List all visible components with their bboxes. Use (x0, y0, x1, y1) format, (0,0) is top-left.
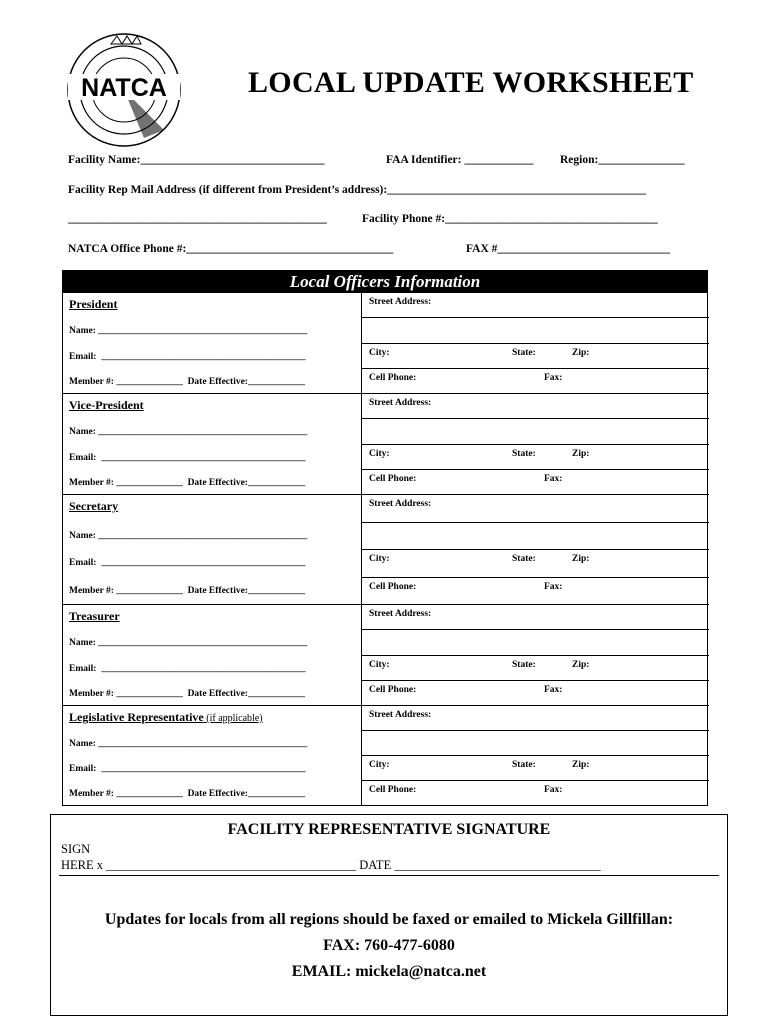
facility-name-field[interactable]: Facility Name:________________________________ (68, 154, 325, 166)
address-continuation-field[interactable]: _____________________________________________ (68, 213, 327, 225)
role-title: Legislative Representative (if applicable) (69, 710, 263, 724)
facility-phone-field[interactable]: Facility Phone #:_____________________________________ (362, 213, 658, 225)
officer-member-date-field[interactable]: Member #: ______________ Date Effective:____________ (69, 789, 305, 799)
cell-fax-row[interactable] (362, 681, 709, 706)
city-state-zip-row[interactable] (362, 550, 709, 578)
contact-email[interactable]: EMAIL: mickela@natca.net (291, 963, 487, 980)
city-state-zip-row[interactable] (362, 445, 709, 470)
street-address-row[interactable] (362, 605, 709, 630)
state-label: State: (512, 760, 536, 770)
city-label: City: (369, 554, 390, 564)
officer-email-field[interactable]: Email: ___________________________________________ (69, 351, 306, 362)
officer-section-president (63, 293, 709, 394)
role-title: President (69, 297, 118, 311)
officer-name-field[interactable]: Name: ____________________________________________ (69, 638, 308, 649)
street-address-row[interactable] (362, 293, 709, 318)
cell-fax-row[interactable] (362, 369, 709, 394)
zip-label: Zip: (572, 554, 590, 564)
officer-email-field[interactable]: Email: ___________________________________________ (69, 764, 306, 774)
officer-name-field[interactable]: Name: ____________________________________________ (69, 326, 308, 337)
fax-label: Fax: (544, 372, 563, 383)
cell-fax-row[interactable] (362, 470, 709, 495)
faa-identifier-field[interactable]: FAA Identifier: ____________ (386, 154, 534, 166)
address-continuation-row[interactable] (362, 630, 709, 655)
officer-section-legislative-representative (63, 706, 709, 806)
officer-section-vice-president (63, 394, 709, 495)
city-label: City: (369, 659, 390, 670)
fax-label: Fax: (544, 581, 563, 592)
officer-name-field[interactable]: Name: ____________________________________________ (69, 739, 308, 749)
city-label: City: (369, 760, 390, 770)
officer-name-field[interactable]: Name: ____________________________________________ (69, 427, 308, 438)
street-address-label: Street Address: (369, 297, 432, 307)
street-address-row[interactable] (362, 706, 709, 731)
city-state-zip-row[interactable] (362, 656, 709, 681)
cell-phone-label: Cell Phone: (369, 684, 417, 695)
zip-label: Zip: (572, 347, 590, 358)
officers-table (62, 270, 708, 806)
cell-phone-label: Cell Phone: (369, 581, 417, 592)
zip-label: Zip: (572, 448, 590, 459)
natca-logo (64, 30, 184, 150)
officer-member-date-field[interactable]: Member #: ______________ Date Effective:____________ (69, 688, 305, 699)
zip-label: Zip: (572, 760, 590, 770)
officer-member-date-field[interactable]: Member #: ______________ Date Effective:____________ (69, 477, 305, 488)
cell-phone-label: Cell Phone: (369, 785, 417, 795)
street-address-label: Street Address: (369, 609, 432, 619)
fax-label: Fax: (544, 684, 563, 695)
city-label: City: (369, 448, 390, 459)
cell-fax-row[interactable] (362, 781, 709, 806)
city-state-zip-row[interactable] (362, 756, 709, 781)
officer-email-field[interactable]: Email: ___________________________________________ (69, 663, 306, 674)
city-label: City: (369, 347, 390, 358)
street-address-label: Street Address: (369, 499, 432, 509)
cell-fax-row[interactable] (362, 578, 709, 606)
zip-label: Zip: (572, 659, 590, 670)
officer-right-secretary (362, 495, 709, 605)
region-field[interactable]: Region:_______________ (560, 154, 685, 166)
state-label: State: (512, 659, 536, 670)
contact-fax: FAX: 760-477-6080 (323, 937, 455, 954)
officer-section-secretary (63, 495, 709, 605)
table-title: Local Officers Information (63, 271, 707, 293)
officer-section-treasurer (63, 605, 709, 706)
cell-phone-label: Cell Phone: (369, 473, 417, 484)
signature-title: FACILITY REPRESENTATIVE SIGNATURE (227, 821, 551, 838)
address-continuation-row[interactable] (362, 731, 709, 756)
officer-right-treasurer (362, 605, 709, 706)
fax-label: Fax: (544, 473, 563, 484)
signature-box (50, 814, 728, 1016)
signature-rule (59, 875, 719, 876)
street-address-row[interactable] (362, 394, 709, 419)
city-state-zip-row[interactable] (362, 344, 709, 369)
street-address-label: Street Address: (369, 710, 432, 720)
natca-office-phone-field[interactable]: NATCA Office Phone #:____________________________________ (68, 243, 394, 255)
street-address-row[interactable] (362, 495, 709, 523)
signature-date-line[interactable]: HERE x ________________________________________ DATE _________________________________ (61, 858, 601, 872)
officer-member-date-field[interactable]: Member #: ______________ Date Effective:____________ (69, 376, 305, 387)
sign-label: SIGN (61, 842, 91, 856)
role-title: Treasurer (69, 609, 120, 623)
officer-right-president (362, 293, 709, 394)
address-continuation-row[interactable] (362, 318, 709, 343)
officer-right-legislative-representative (362, 706, 709, 806)
street-address-label: Street Address: (369, 398, 432, 408)
state-label: State: (512, 347, 536, 358)
address-continuation-row[interactable] (362, 523, 709, 551)
fax-field[interactable]: FAX #______________________________ (466, 243, 670, 255)
role-title: Secretary (69, 499, 119, 513)
officer-right-vice-president (362, 394, 709, 495)
role-title: Vice-President (69, 398, 144, 412)
officer-name-field[interactable]: Name: ____________________________________________ (69, 530, 308, 541)
address-continuation-row[interactable] (362, 419, 709, 444)
officer-member-date-field[interactable]: Member #: ______________ Date Effective:____________ (69, 585, 305, 596)
rep-mail-address-field[interactable]: Facility Rep Mail Address (if different from President’s address):_____________________________________________ (68, 184, 646, 196)
officer-email-field[interactable]: Email: ___________________________________________ (69, 558, 306, 568)
state-label: State: (512, 554, 536, 564)
officer-email-field[interactable]: Email: ___________________________________________ (69, 452, 306, 463)
state-label: State: (512, 448, 536, 459)
svg-text:NATCA: NATCA (81, 74, 167, 102)
fax-label: Fax: (544, 785, 563, 795)
cell-phone-label: Cell Phone: (369, 372, 417, 383)
page-title: LOCAL UPDATE WORKSHEET (248, 66, 694, 99)
submission-note: Updates for locals from all regions should be faxed or emailed to Mickela Gillfillan: (104, 911, 674, 928)
